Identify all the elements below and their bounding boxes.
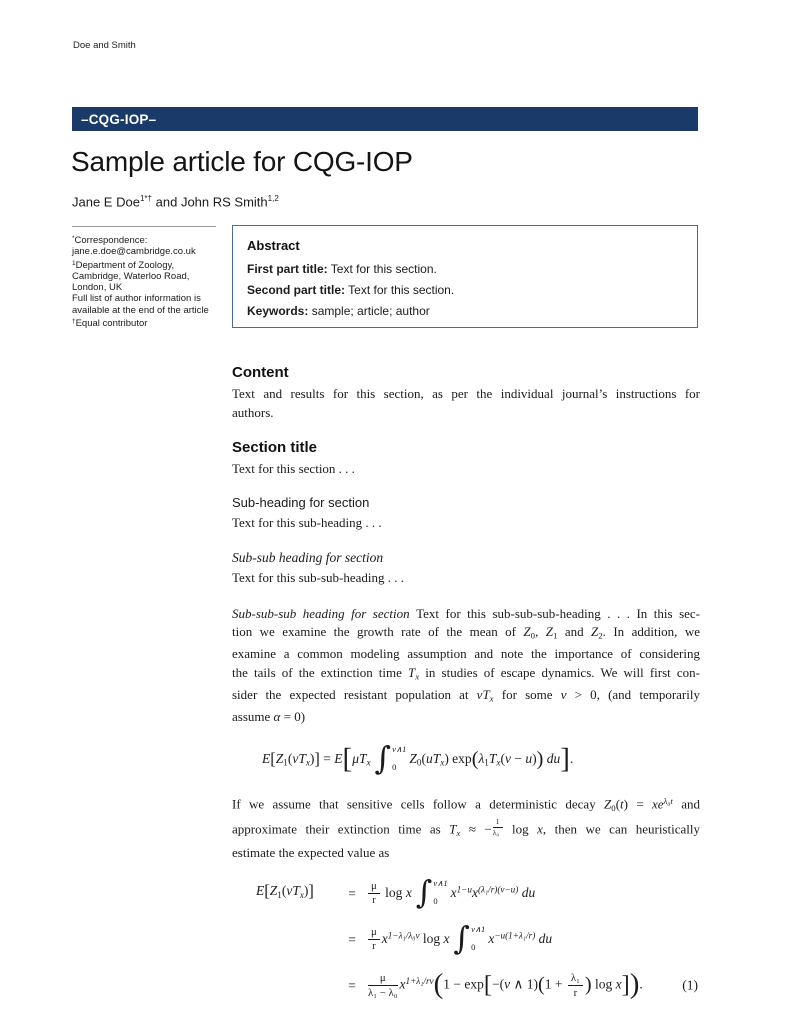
math-token: [ bbox=[264, 881, 270, 901]
fraction-numerator: μ bbox=[368, 972, 398, 986]
math-token: E bbox=[262, 750, 271, 766]
math-token: 1 bbox=[552, 631, 558, 642]
text-line: Cambridge, Waterloo Road, bbox=[72, 271, 190, 283]
math-token: [ bbox=[270, 748, 276, 768]
text-line: available at the end of the article bbox=[72, 304, 209, 316]
math-token: x bbox=[537, 821, 543, 837]
text-line: *Correspondence: bbox=[72, 235, 148, 247]
math-token: x bbox=[405, 884, 412, 900]
math-token: 0 bbox=[611, 803, 616, 814]
math-token: * bbox=[72, 235, 75, 242]
math-token: Z bbox=[269, 883, 278, 899]
math-token: x bbox=[496, 757, 501, 768]
math-token: ] bbox=[621, 971, 630, 999]
math-token: ] bbox=[560, 742, 570, 775]
math-token: du bbox=[521, 884, 536, 900]
math-token: 1 bbox=[283, 757, 288, 768]
equation-number: (1) bbox=[682, 977, 698, 993]
text-line: Text and results for this section, as per the individual journal’s instructions for bbox=[232, 386, 700, 401]
paragraph-main-1 bbox=[232, 605, 700, 726]
article-body bbox=[232, 365, 700, 1010]
integral-sign: ∫ bbox=[374, 740, 392, 777]
math-token: x bbox=[381, 930, 388, 946]
integral-upper-limit: v∧1 bbox=[433, 877, 448, 888]
math-token: vT bbox=[292, 750, 306, 766]
fraction bbox=[568, 972, 583, 998]
text-line: examine a common modeling assumption and note the importance of considering bbox=[232, 646, 700, 662]
math-token: † bbox=[72, 317, 76, 325]
math-token: x bbox=[366, 757, 371, 768]
abstract-heading: Abstract bbox=[247, 238, 300, 253]
fraction bbox=[368, 972, 398, 998]
article-title: Sample article for CQG-IOP bbox=[71, 146, 413, 177]
text-line: approximate their extinction time as $T_x$ ≈ − $\frac{1}{\text{λ₀}}$ log x, then we can heuristically bbox=[232, 817, 700, 839]
fraction bbox=[493, 818, 503, 837]
abstract-item-text: Text for this section. bbox=[330, 262, 437, 276]
equation-row-2 bbox=[256, 918, 700, 960]
fraction-numerator: λ₁ bbox=[568, 972, 583, 986]
math-token: x bbox=[488, 930, 495, 946]
equation-row-3 bbox=[256, 964, 700, 1006]
math-token: v bbox=[504, 750, 511, 766]
math-token: 1 bbox=[484, 757, 489, 768]
abstract-item-keywords bbox=[247, 304, 683, 319]
integral-lower-limit: 0 bbox=[433, 896, 438, 907]
text-line: tion we examine the growth rate of the mean of $Z_0$, $Z_1$ and $Z_2$. In addition, we bbox=[232, 624, 701, 642]
section-heading-section-title: Section title bbox=[232, 439, 318, 456]
math-token: vT bbox=[476, 686, 490, 702]
display-equation-content: $E[Z_1(vT_x)] = E[\mu T_x$ ∫ v∧1 0 $Z_0(uT_x) \exp(\lambda_1T_x(v - u))$ du]. bbox=[262, 740, 574, 777]
math-token: [ bbox=[483, 971, 492, 999]
abstract-item-first bbox=[247, 262, 683, 277]
integral-upper-limit: v∧1 bbox=[392, 743, 407, 754]
paragraph-subsubsection bbox=[232, 568, 700, 587]
math-token: ] bbox=[314, 748, 320, 768]
text-line: London, UK bbox=[72, 282, 123, 294]
math-token: ) bbox=[629, 968, 640, 1001]
text-line: estimate the expected value as bbox=[232, 845, 390, 861]
math-token: 1+λ₁/rv bbox=[405, 976, 434, 987]
text-line: Text for this sub-heading . . . bbox=[232, 515, 382, 530]
math-token: ( bbox=[433, 968, 444, 1001]
math-token: T bbox=[449, 821, 457, 837]
math-token: xe bbox=[651, 796, 664, 812]
fraction bbox=[368, 880, 380, 906]
math-token: α bbox=[273, 708, 281, 724]
math-token: Z bbox=[275, 750, 284, 766]
math-token: 1−λ₁/λ₀v bbox=[387, 929, 420, 940]
equals-sign: = bbox=[348, 931, 356, 947]
math-token: x bbox=[443, 930, 450, 946]
math-token: vT bbox=[286, 883, 300, 899]
math-token: t bbox=[620, 796, 624, 812]
math-token: 1 bbox=[277, 890, 282, 901]
math-token: x bbox=[305, 757, 310, 768]
integral-limits bbox=[470, 924, 485, 956]
journal-banner bbox=[72, 107, 698, 131]
fraction-denominator: r bbox=[573, 986, 578, 999]
math-token: x bbox=[456, 828, 461, 839]
equation-array bbox=[232, 872, 700, 1006]
author-1: Jane E Doe bbox=[72, 194, 140, 210]
abstract-item-text: Text for this section. bbox=[348, 283, 455, 297]
math-token: Z bbox=[523, 624, 531, 640]
equation-rhs-2: $\frac{\mu}{r}$ $x^{1-\lambda_1/\lambda_0v}$ log x ∫ v∧1 0 $x^{-u(1+\lambda_1/r)}$ du bbox=[366, 924, 552, 956]
text-line: Text for this section . . . bbox=[232, 461, 355, 476]
subsubsection-heading: Sub-sub heading for section bbox=[232, 550, 384, 565]
math-token: 2 bbox=[598, 631, 603, 642]
abstract-item-label: Keywords: bbox=[247, 304, 309, 318]
math-token: μT bbox=[352, 750, 367, 766]
subsection-heading: Sub-heading for section bbox=[232, 495, 370, 510]
math-token: x bbox=[440, 757, 445, 768]
math-token: E bbox=[334, 750, 343, 766]
math-token: x bbox=[450, 884, 457, 900]
math-token: x bbox=[489, 693, 494, 704]
math-token: Z bbox=[545, 624, 553, 640]
math-token: ] bbox=[308, 881, 314, 901]
math-token: Z bbox=[409, 750, 417, 766]
math-token: ( bbox=[538, 973, 545, 996]
math-token: 1−u bbox=[456, 883, 472, 894]
paragraph-section bbox=[232, 459, 700, 478]
text-line: the tails of the extinction time $T_x$ in studies of escape dynamics. We will first con- bbox=[232, 664, 700, 682]
text-line: Text for this sub-sub-heading . . . bbox=[232, 570, 405, 585]
math-token: E bbox=[256, 883, 265, 899]
math-token: u bbox=[525, 750, 533, 766]
text-line: authors. bbox=[232, 405, 274, 420]
integral-lower-limit: 0 bbox=[471, 942, 476, 953]
math-token: ( bbox=[471, 747, 479, 770]
math-token: T bbox=[408, 664, 416, 680]
equation-row-1 bbox=[256, 872, 700, 914]
paragraph-content bbox=[232, 384, 700, 422]
authors-line bbox=[72, 194, 279, 209]
text-line: Sub-sub-sub heading for section Text for this sub-sub-sub-heading . . . In this sec- bbox=[232, 606, 700, 621]
equals-sign: = bbox=[348, 885, 356, 901]
math-token: du bbox=[538, 930, 553, 946]
fraction-denominator: λ₁ − λ₀ bbox=[368, 986, 398, 999]
integral-lower-limit: 0 bbox=[392, 762, 397, 773]
fraction-numerator: μ bbox=[368, 880, 380, 894]
text-line: jane.e.doe@cambridge.co.uk bbox=[72, 246, 196, 258]
abstract-item-text: sample; article; author bbox=[311, 304, 430, 318]
equation-lhs: $E[Z_1(vT_x)]$ bbox=[256, 881, 314, 901]
paragraph-main-2 bbox=[232, 792, 700, 862]
integral-sign: ∫ bbox=[415, 874, 433, 911]
math-token: 1 bbox=[72, 259, 76, 267]
abstract-item-label: First part title: bbox=[247, 262, 328, 276]
equation-rhs-3: $\frac{\mu}{\text{λ₁ − λ₀}}$ $x^{1+\lambda_1/rv}(1 - \exp[-(v$ ∧ 1)(1 + $\frac{\text{λ₁}}{r}$ ) log x]). bbox=[368, 968, 643, 1001]
authors-connector: and John RS Smith bbox=[152, 194, 268, 210]
text-line: $^1$Department of Zoology, bbox=[72, 259, 175, 271]
math-token: x bbox=[415, 671, 420, 682]
math-token: 0 bbox=[416, 757, 422, 768]
section-heading-content: Content bbox=[232, 364, 289, 381]
fraction-numerator: μ bbox=[368, 926, 380, 940]
abstract-item-label: Second part title: bbox=[247, 283, 346, 297]
fraction-denominator: r bbox=[372, 940, 376, 953]
math-token: T bbox=[488, 750, 497, 766]
integral-sign: ∫ bbox=[453, 920, 471, 957]
abstract-box bbox=[232, 225, 698, 328]
math-token: uT bbox=[425, 750, 441, 766]
paragraph-subsection bbox=[232, 513, 700, 532]
math-token: du bbox=[546, 750, 561, 766]
math-token: Sub-sub-sub heading for section bbox=[232, 606, 410, 621]
math-token: v bbox=[560, 686, 567, 702]
text-line: If we assume that sensitive cells follow a deterministic decay $Z_0(t) = xe^{\lambda_0t}$ and bbox=[232, 796, 700, 814]
math-token: ) bbox=[536, 747, 544, 770]
integral-limits bbox=[391, 744, 406, 776]
math-token: x bbox=[471, 884, 478, 900]
math-token: ) bbox=[584, 973, 592, 996]
fraction-numerator: 1 bbox=[493, 818, 503, 828]
running-head: Doe and Smith bbox=[73, 40, 136, 51]
fraction-denominator: λ₀ bbox=[492, 827, 500, 837]
math-token: v bbox=[504, 976, 511, 992]
equals-sign: = bbox=[348, 977, 356, 993]
math-token: x bbox=[615, 976, 622, 992]
correspondence-sidebar bbox=[72, 226, 216, 329]
math-token: Z bbox=[591, 624, 599, 640]
fraction bbox=[368, 926, 380, 952]
math-token: [ bbox=[342, 742, 353, 775]
text-line: †Equal contributor bbox=[72, 317, 148, 330]
math-token: λ₀t bbox=[663, 796, 673, 807]
math-token: λ bbox=[478, 750, 485, 766]
integral bbox=[415, 874, 448, 911]
math-token: x bbox=[399, 976, 406, 992]
text-line: assume α = 0) bbox=[232, 708, 306, 724]
math-token: Z bbox=[604, 796, 612, 812]
abstract-item-second bbox=[247, 283, 683, 298]
integral-upper-limit: v∧1 bbox=[471, 923, 486, 934]
integral bbox=[453, 920, 486, 957]
integral bbox=[374, 740, 407, 777]
integral-limits bbox=[432, 878, 447, 910]
equation-rhs-1: $\frac{\mu}{r}$ log x ∫ v∧1 0 $x^{1-u}x^{(\lambda_1/r)(v-u)}$ du bbox=[366, 878, 535, 910]
display-equation bbox=[262, 736, 700, 782]
math-token: (λ₁/r)(v−u) bbox=[477, 883, 519, 894]
author-2-superscript: 1,2 bbox=[267, 194, 279, 203]
math-token: x bbox=[299, 890, 304, 901]
text-line: Full list of author information is bbox=[72, 293, 201, 305]
math-token: 0 bbox=[530, 631, 536, 642]
author-1-superscript: 1*† bbox=[139, 194, 153, 203]
journal-banner-label: –CQG-IOP– bbox=[81, 111, 157, 127]
text-line: sider the expected resistant population at $vT_x$ for some v > 0, (and temporarily bbox=[232, 686, 700, 704]
fraction-denominator: r bbox=[372, 894, 376, 907]
math-token: −u(1+λ₁/r) bbox=[494, 929, 536, 940]
